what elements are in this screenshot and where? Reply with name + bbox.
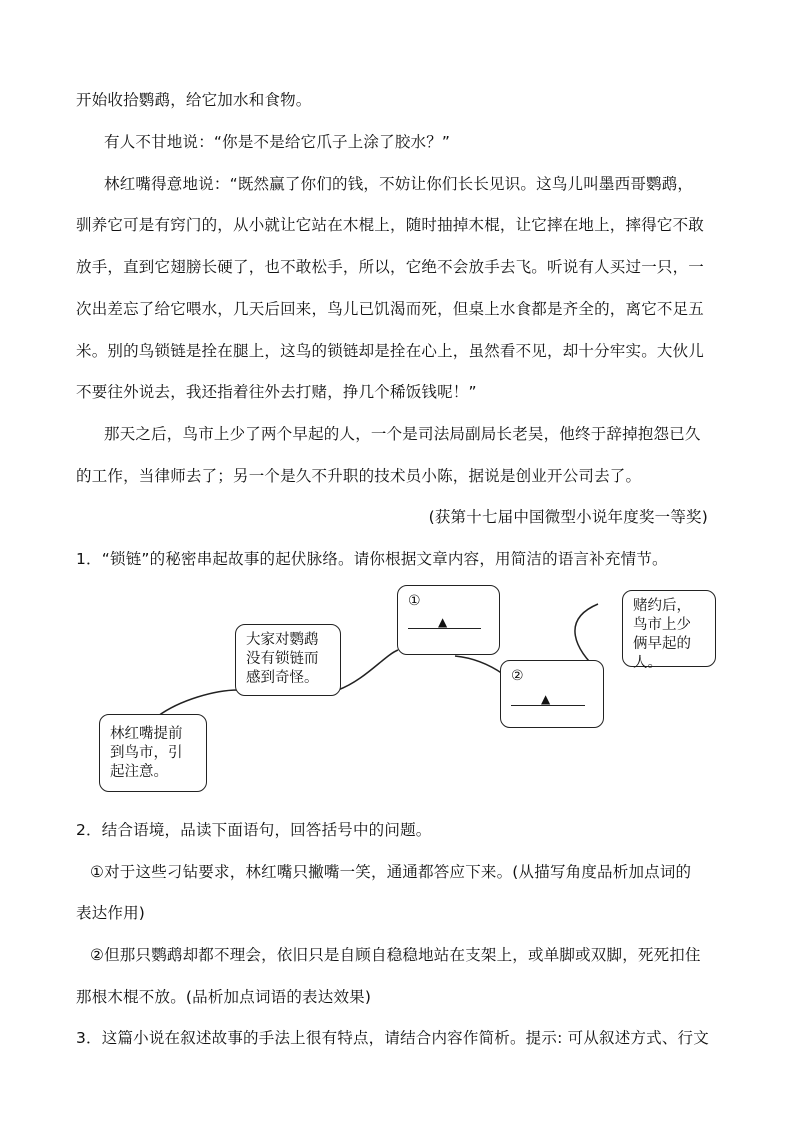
question-2-item-2b: 那根木棍不放。(品析加点词语的表达效果) xyxy=(76,988,372,1006)
passage-line-2: 有人不甘地说：“你是不是给它爪子上涂了胶水？” xyxy=(104,133,451,151)
passage-line-5: 放手，直到它翅膀长硬了，也不敢松手，所以，它绝不会放手去飞。听说有人买过一只，一 xyxy=(76,258,705,276)
passage-line-7: 米。别的鸟锁链是拴在腿上，这鸟的锁链却是拴在心上，虽然看不见，却十分牢实。大伙儿 xyxy=(76,342,705,360)
plot-box-3-blank[interactable] xyxy=(397,585,500,655)
source-note: (获第十七届中国微型小说年度奖一等奖) xyxy=(428,508,708,526)
blank-1-triangle: ▲ xyxy=(438,615,448,629)
question-2-item-2a: ②但那只鹦鹉却都不理会，依旧只是自顾自稳稳地站在支架上，或单脚或双脚，死死扣住 xyxy=(90,946,701,964)
question-2: 2．结合语境，品读下面语句，回答括号中的问题。 xyxy=(76,821,432,839)
question-2-item-1a: ①对于这些刁钻要求，林红嘴只撇嘴一笑，通通都答应下来。(从描写角度品析加点词的 xyxy=(90,863,692,881)
passage-line-4: 驯养它可是有窍门的，从小就让它站在木棍上，随时抽掉木棍，让它摔在地上，摔得它不敢 xyxy=(76,216,705,234)
passage-line-10: 的工作，当律师去了；另一个是久不升职的技术员小陈，据说是创业开公司去了。 xyxy=(76,467,642,485)
plot-box-1: 林红嘴提前到鸟市，引起注意。 xyxy=(99,714,207,792)
blank-2-number: ② xyxy=(511,668,524,684)
blank-2-triangle: ▲ xyxy=(541,692,551,706)
blank-1-number: ① xyxy=(408,593,421,609)
passage-line-8: 不要往外说去，我还指着往外去打赌，挣几个稀饭钱呢！” xyxy=(76,383,477,401)
plot-box-2: 大家对鹦鹉没有锁链而感到奇怪。 xyxy=(235,624,341,696)
passage-line-1: 开始收拾鹦鹉，给它加水和食物。 xyxy=(76,91,312,109)
plot-box-5: 赌约后，鸟市上少俩早起的人。 xyxy=(622,590,716,667)
passage-line-9: 那天之后，鸟市上少了两个早起的人，一个是司法局副局长老吴，他终于辞掉抱怨已久 xyxy=(104,425,701,443)
question-1: 1．“锁链”的秘密串起故事的起伏脉络。请你根据文章内容，用简洁的语言补充情节。 xyxy=(76,550,668,568)
passage-line-3: 林红嘴得意地说：“既然赢了你们的钱，不妨让你们长长见识。这鸟儿叫墨西哥鹦鹉， xyxy=(104,175,694,193)
passage-line-6: 次出差忘了给它喂水，几天后回来，鸟儿已饥渴而死，但桌上水食都是齐全的，离它不足五 xyxy=(76,300,705,318)
question-3: 3．这篇小说在叙述故事的手法上很有特点，请结合内容作简析。提示: 可从叙述方式、行文 xyxy=(76,1029,709,1047)
question-2-item-1b: 表达作用) xyxy=(76,904,146,922)
plot-box-4-blank[interactable] xyxy=(500,660,604,728)
